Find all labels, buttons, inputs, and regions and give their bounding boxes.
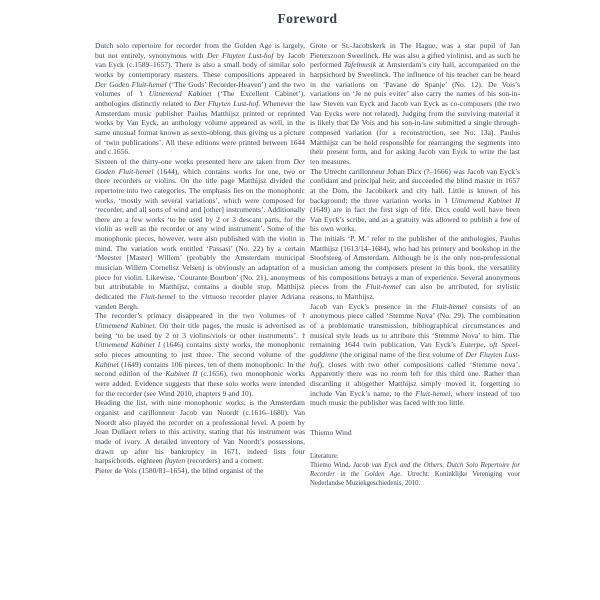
- paragraph: Dutch solo repertoire for recorder from the Golden Age is largely, but not entirely, synonymous with Der Fluyten Lust-hof by Jacob van Eyck (c.1589–1657). There is also a small body of similar solo works by contemporary masters. These compositions appeared in Der Goden Fluit-hemel (‘The Gods’ Recorder-Heaven’) and the two volumes of ’t Uitnemend Kabinet (‘The Excellent Cabinet’), anthologies distinctly related to Der Fluyten Lust-hof. Whenever the Amsterdam music publisher Paulus Matthijsz printed or reprinted works by Van Eyck, an anthology volume appeared as well, in the same unusual format known as sexto-oblong, thus giving us a picture of ‘twin publications’. All these editions were printed between 1644 and c.1656.: [95, 41, 306, 157]
- paragraph: Pieter de Vois (1580/81–1654), the blind organist of the: [95, 465, 264, 475]
- left-column: [95, 41, 305, 488]
- page-title: Foreword: [277, 11, 338, 26]
- literature-entry: Thiemo Wind, Jacob van Eyck and the Others. Dutch Solo Repertoire for Recorder in the Golden Age. Utrecht: Koninklijke Vereniging voor Nederlandse Muziekgeschiedenis, 2010.: [310, 461, 521, 487]
- paragraph: Jacob van Eyck’s presence in the Fluit-hemel consists of an anonymous piece called ‘Stemme Nova’ (No. 29). The combination of a problematic transmission, bibliographical circumstances and musical style leads us to attribute this ‘Stemme Nova’ to him. The remaining 1644 twin publication, Van Eyck’s Euterpe, oft Speel-goddinne (the original name of the first volume of Der Fluyten Lust-hof), closes with two other compositions called ‘Stemme nova’. Apparently there was no room left for this third one. Rather than discarding it altogether Matthijsz simply moved it, forgetting to include Van Eyck’s name, to the Fluit-hemel, where instead of too much music the publisher was faced with too little.: [310, 301, 520, 408]
- signature: Thiemo Wind: [310, 427, 352, 437]
- paragraph: Sixteen of the thirty-one works presented here are taken from Der Goden Fluit-hemel (1644), which contains works for one, two or three recorders or violins. On the title page Matthijsz divided the repertoire into two categories. The emphasis lies on the monophonic works, ‘mostly with several variations’, which were composed for ‘recorder, and all sorts of wind and [other] instruments’. Additionally there are a few works ‘to be used by 2 or 3 descant parts, for the violin as well as the recorder or any wind instrument’. Some of the monophonic pieces, however, were also published with the violin in mind. The variation work entitled ‘Passasi’ (No. 22) by a certain ‘Meester [Master] Willem’ (probably the Amsterdam municipal musician Willem Cornelisz Velsen) is obviously an adaptation of a piece for violin. Likewise, ‘Courante Bourbon’ (No. 21), anonymous but attributable to Matthijsz, contains a double stop. Matthijsz dedicated the Fluit-hemel to the virtuoso recorder player Adriana vanden Bergh.: [95, 156, 306, 311]
- paragraph: The recorder’s primacy disappeared in the two volumes of ’t Uitnemend Kabinet. On their title pages, the music is advertised as being ‘to be used by 2 or 3 violins/viols or other instruments’. ’t Uitnemend Kabinet I (1646) contains sixty works, the monophonic solo pieces amounting to just three. The second volume of the Kabinet (1649) contains 106 pieces, ten of them monophonic. In the second edition of the Kabinet II (c.1656), two monophonic works were added. Evidence suggests that these solo works were intended for the recorder (see Wind 2010, chapters 9 and 10).: [95, 311, 306, 398]
- text-columns: [95, 41, 520, 488]
- right-column: [310, 41, 520, 488]
- paragraph: The Utrecht carillonneur Johan Dicx (?–1666) was Jacob van Eyck’s confidant and principal heir, and succeeded the blind master in 1657 at the Dom, the Jacobikerk and city hall. Little is known of his background; the three variation works in ’t Uitnemend Kabinet II (1649) are in fact the first sign of life. Dicx could well have been Van Eyck’s scribe, and as a gratuity was allowed to publish a few of his own works.: [310, 166, 520, 234]
- paragraph: Heading the list, with nine monophonic works, is the Amsterdam organist and carillonneur Jacob van Noordt (c.1616–1680). Van Noordt also played the recorder on a professional level. A poem by Joan Dullaert refers to this activity, stating that his instrument was made of ivory. A detailed inventory of Van Noordt’s possessions, drawn up after his bankruptcy in 1671, indeed lists four harpsichords, eighteen fluyten (recorders) and a cornett.: [95, 398, 305, 466]
- paragraph: The initials ‘P. M.’ refer to the publisher of the anthologies, Paulus Matthijsz (1613/14–1684), who had his printery and bookshop in the Stoofsteeg of Amsterdam. Although he is the only non-professional musician among the composers present in this book, the versatility of his compositions betrays a man of experience. Several anonymous pieces from the Fluit-hemel can also be attributed, for stylistic reasons, to Matthijsz.: [310, 234, 520, 302]
- paragraph: Grote or St.-Jacobskerk in The Hague, was a star pupil of Jan Pieterszoon Sweelinck. He was also a gifted violinist, and as such he performed Tafelmusik at Amsterdam’s city hall, accompanied on the harpsichord by Sweelinck. The influence of his teacher can be heard in the variations on ‘Pavane de Spanje’ (No. 12). De Vois’s variations on ‘Je ne puis eviter’ also carry the names of his son-in-law Steven van Eyck and Jacob van Eyck as co-composers (the two Van Eycks were not related). Judging from the surviving material it is likely that De Vois and his son-in-law submitted a single through-composed variation (for a reconstruction, see No. 13a). Paulus Matthijsz can be held responsible for rearranging the segments into their present form, and for asking Jacob van Eyck to write the last ten measures.: [310, 41, 520, 166]
- literature-heading: Literature:: [310, 452, 339, 460]
